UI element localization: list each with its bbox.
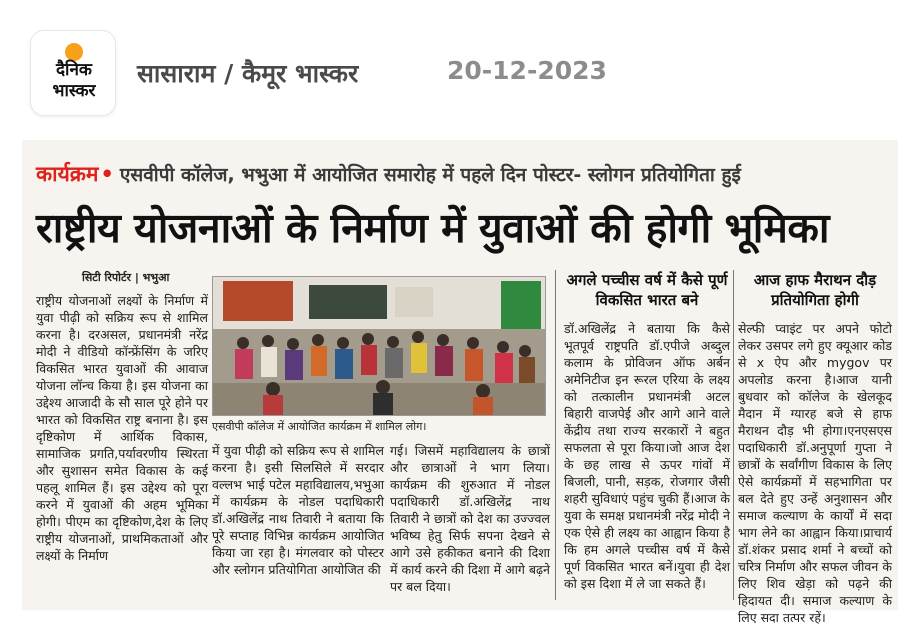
news-clipping	[22, 140, 898, 625]
kicker-line	[36, 160, 741, 189]
column-divider	[555, 270, 556, 600]
logo-text-line1: दैनिक	[56, 60, 92, 80]
event-photo	[212, 276, 546, 416]
article-column-3: गई। जिसमें महाविद्यालय के छात्रों और छात्राओं ने भाग लिया। कार्यक्रम की शुरुआत में नोडल पदाधिकारी डॉ.अखिलेंद्र नाथ तिवारी ने छात्रों को देश का उज्ज्वल भविष्य हेतु सिर्फ सपना देखने से आगे उसे हकीकत बनाने की दिशा में कार्य करने की दिशा में आगे बढ़ने पर बल दिया।	[390, 443, 550, 594]
edition-date: 20-12-2023	[447, 56, 607, 85]
logo-text-line2: भास्कर	[52, 81, 96, 101]
event-photo-illustration	[213, 277, 546, 416]
article-column-1: राष्ट्रीय योजनाओं लक्ष्यों के निर्माण में युवा पीढ़ी को सक्रिय रूप से शामिल करना है। दरअसल, प्रधानमंत्री नरेंद्र मोदी ने वीडियो कॉन्फ्रेंसिंग के जरिए विकसित भारत युवाओं की आवाज योजना लॉन्च किया है। इस योजना का उद्देश्य आजादी के सौ साल पूरे होने पर भारत को विकसित राष्ट्र बनाना है। इस दृष्टिकोण में आर्थिक विकास, सामाजिक प्रगति,पर्यावरणीय स्थिरता और सुशासन समेत विकास के कई पहलू शामिल हैं। इस उद्देश्य को पूरा करने में युवाओं की अहम भूमिका होगी। पीएम का दृष्टिकोण,देश के लिए राष्ट्रीय योजनाओं, प्राथमिकताओं और लक्ष्यों के निर्माण	[36, 293, 208, 563]
subheading-marathon: आज हाफ मैराथन दौड़ प्रतियोगिता होगी	[753, 271, 877, 309]
kicker-text: एसवीपी कॉलेज, भभुआ में आयोजित समारोह में पहले दिन पोस्टर- स्लोगन प्रतियोगिता हुई	[119, 164, 741, 186]
article-column-4: डॉ.अखिलेंद्र ने बताया कि कैसे भूतपूर्व राष्ट्रपति डॉ.एपीजे अब्दुल कलाम के प्रोविजन ऑफ अर्बन अमेनिटीज इन रूरल एरिया के लक्ष्य को तत्कालीन प्रधानमंत्री अटल बिहारी वाजपेई और आगे आने वाले केंद्रीय तथा राज्य सरकारों ने बहुत सफलता से पूरा किया।जो आज देश के छह लाख से ऊपर गांवों में बिजली, पानी, सड़क, रोजगार जैसी शहरी सुविधाएं पहुंच चुकी हैं।आज के युवा के समक्ष प्रधानमंत्री नरेंद्र मोदी ने एक ऐसे ही लक्ष्य का आह्वान किया है कि हम अगले पच्चीस वर्ष में कैसे पूर्ण विकसित भारत बनें।युवा ही देश को इस दिशा में ले जा सकते हैं।	[564, 321, 730, 591]
article-column-2: में युवा पीढ़ी को सक्रिय रूप से शामिल करना है। इसी सिलसिले में सरदार वल्लभ भाई पटेल महाविद्यालय,भभुआ में कार्यक्रम के नोडल पदाधिकारी डॉ.अखिलेंद्र नाथ तिवारी ने बताया कि पूरे सप्ताह विभिन्न कार्यक्रम आयोजित किया जा रहा है। मंगलवार को पोस्टर और स्लोगन प्रतियोगिता आयोजित की	[212, 443, 384, 577]
photo-caption: एसवीपी कॉलेज में आयोजित कार्यक्रम में शामिल लोग।	[212, 420, 427, 433]
column-divider	[733, 270, 734, 600]
sun-icon	[65, 43, 83, 61]
kicker-label: कार्यक्रम	[36, 162, 99, 186]
edition-title: सासाराम / कैमूर भास्कर	[137, 59, 359, 88]
dainik-bhaskar-logo[interactable]	[30, 30, 116, 116]
subheading-vision: अगले पच्चीस वर्ष में कैसे पूर्ण विकसित भारत बने	[566, 271, 728, 309]
kicker-bullet: •	[100, 162, 114, 186]
app-header	[0, 0, 910, 140]
article-column-5: सेल्फी प्वाइंट पर अपने फोटो लेकर उसपर लगे हुए क्यूआर कोड से x ऐप और mygov पर अपलोड करना है।आज यानी बुधवार को कॉलेज के खेलकूद मैदान में ग्यारह बजे से हाफ मैराथन दौड़ भी होगा।एनएसएस पदाधिकारी डॉ.अनुपूर्णा गुप्ता ने छात्रों के सर्वांगीण विकास के लिए ऐसे कार्यक्रमों में सहभागिता पर बल देते हुए उन्हें अनुशासन और समाज कल्याण के कार्यों में सदा भाग लेने का आह्वान किया।प्राचार्य डॉ.शंकर प्रसाद शर्मा ने बच्चों को चरित्र निर्माण और सफल जीवन के लिए शिव खेड़ा को पढ़ने की हिदायत दी। समाज कल्याण के लिए सदा तत्पर रहें।	[738, 321, 892, 625]
article-headline: राष्ट्रीय योजनाओं के निर्माण में युवाओं की होगी भूमिका	[36, 204, 830, 252]
byline: सिटी रिपोर्टर | भभुआ	[82, 271, 170, 284]
